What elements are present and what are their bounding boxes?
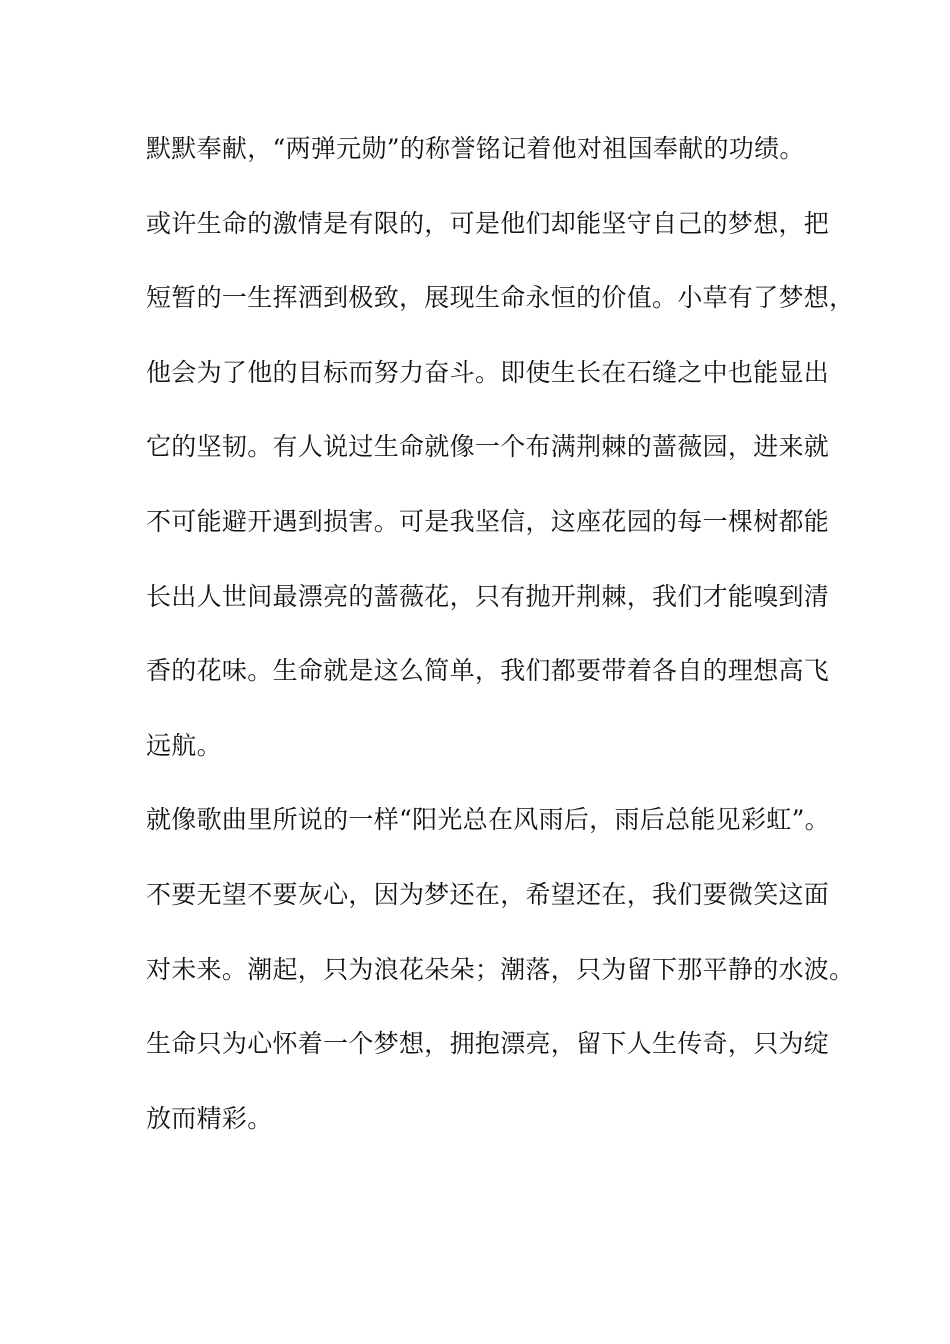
text-line: 对未来。潮起，只为浪花朵朵；潮落，只为留下那平静的水波。 bbox=[146, 954, 855, 984]
text-line: 生命只为心怀着一个梦想，拥抱漂亮，留下人生传奇，只为绽 bbox=[146, 1029, 830, 1059]
text-line: 不可能避开遇到损害。可是我坚信，这座花园的每一棵树都能 bbox=[146, 506, 830, 536]
text-line: 或许生命的激情是有限的，可是他们却能坚守自己的梦想，把 bbox=[146, 208, 830, 238]
text-line: 香的花味。生命就是这么简单，我们都要带着各自的理想高飞 bbox=[146, 656, 830, 686]
body-text bbox=[146, 129, 855, 1173]
text-line: 放而精彩。 bbox=[146, 1103, 273, 1133]
text-line: 远航。 bbox=[146, 730, 222, 760]
text-line: 它的坚韧。有人说过生命就像一个布满荆棘的蔷薇园，进来就 bbox=[146, 432, 830, 462]
text-line: 默默奉献，“两弹元勋”的称誉铭记着他对祖国奉献的功绩。 bbox=[146, 134, 805, 163]
text-line: 他会为了他的目标而努力奋斗。即使生长在石缝之中也能显出 bbox=[146, 357, 830, 387]
text-line: 短暂的一生挥洒到极致，展现生命永恒的价值。小草有了梦想， bbox=[146, 283, 855, 313]
text-line: 就像歌曲里所说的一样“阳光总在风雨后，雨后总能见彩虹”。 bbox=[146, 805, 830, 835]
text-line: 长出人世间最漂亮的蔷薇花，只有抛开荆棘，我们才能嗅到清 bbox=[146, 581, 830, 611]
text-line: 不要无望不要灰心，因为梦还在，希望还在，我们要微笑这面 bbox=[146, 879, 830, 909]
